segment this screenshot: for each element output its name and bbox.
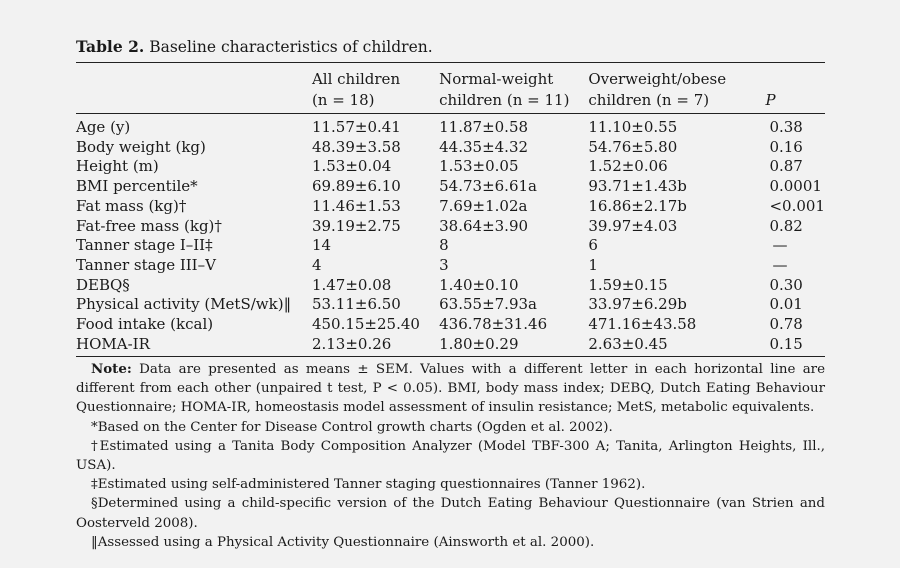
cell-p-value: 0.16 xyxy=(769,137,803,156)
cell-overweight: 2.63±0.45 xyxy=(588,334,668,353)
cell-overweight: 1 xyxy=(588,255,598,274)
row-label: Food intake (kcal) xyxy=(76,315,214,334)
header-normal-line2: children (n = 11) xyxy=(439,91,570,109)
table-row xyxy=(76,335,825,355)
table-row xyxy=(76,217,825,237)
cell-all-children: 11.46±1.53 xyxy=(311,196,401,215)
table-row xyxy=(76,315,825,335)
cell-overweight: 6 xyxy=(588,236,598,255)
cell-normal-weight: 11.87±0.58 xyxy=(439,118,529,136)
row-label: DEBQ§ xyxy=(76,275,130,294)
baseline-table xyxy=(76,67,825,354)
table-body xyxy=(76,118,825,354)
cell-p-value: 0.15 xyxy=(769,334,803,353)
cell-p-value: 0.87 xyxy=(769,157,803,176)
row-label: Tanner stage I–II‡ xyxy=(76,236,213,255)
table-row xyxy=(76,276,825,296)
cell-overweight: 471.16±43.58 xyxy=(588,315,697,334)
caption-label: Table 2. xyxy=(76,37,145,56)
cell-p-value: 0.78 xyxy=(769,315,803,334)
header-all-children xyxy=(312,67,439,111)
header-all-line1: All children xyxy=(311,70,401,88)
cell-normal-weight: 1.53±0.05 xyxy=(439,157,519,176)
row-label: Body weight (kg) xyxy=(76,137,206,156)
top-rule xyxy=(76,62,825,63)
cell-normal-weight: 1.80±0.29 xyxy=(439,334,519,353)
table-notes xyxy=(76,360,825,552)
cell-all-children: 53.11±6.50 xyxy=(311,295,401,314)
cell-all-children: 14 xyxy=(311,236,332,255)
footnote-dagger: †Estimated using a Tanita Body Composition Analyzer (Model TBF-300 A; Tanita, Arlington Heights, Ill., USA). xyxy=(76,438,825,474)
table-row xyxy=(76,138,825,158)
cell-all-children: 2.13±0.26 xyxy=(311,334,392,353)
cell-overweight: 11.10±0.55 xyxy=(588,118,678,136)
cell-overweight: 1.59±0.15 xyxy=(588,275,668,294)
cell-all-children: 48.39±3.58 xyxy=(311,137,401,156)
table-row xyxy=(76,157,825,177)
footnote-double-dagger: ‡Estimated using self-administered Tanner staging questionnaires (Tanner 1962). xyxy=(91,477,646,493)
table-row xyxy=(76,236,825,256)
cell-normal-weight: 1.40±0.10 xyxy=(439,275,519,294)
header-p-label: P xyxy=(765,91,776,109)
cell-all-children: 11.57±0.41 xyxy=(311,118,401,136)
cell-all-children: 1.47±0.08 xyxy=(311,275,392,294)
cell-normal-weight: 7.69±1.02a xyxy=(439,196,528,215)
cell-p-value: 0.30 xyxy=(769,275,803,294)
footnote-section: §Determined using a child-specific version of the Dutch Eating Behaviour Questionnaire (van Strien and Oosterveld 2008). xyxy=(76,496,825,531)
note-text: Data are presented as means ± SEM. Values with a different letter in each horizontal line are different from each other (unpaired t test, P < 0.05). BMI, body mass index; DEBQ, Dutch Eating Behaviour Questionnaire; HOMA-IR, homeostasis model assessment of insulin resistance; MetS, metabolic equivalents. xyxy=(76,362,826,416)
cell-normal-weight: 38.64±3.90 xyxy=(439,216,529,235)
header-normal-weight xyxy=(439,67,588,111)
cell-normal-weight: 8 xyxy=(439,236,449,255)
cell-p-value: <0.001 xyxy=(769,196,825,215)
header-over-line1: Overweight/obese xyxy=(588,70,727,88)
table-row xyxy=(76,118,825,138)
footnote-parallel: ‖Assessed using a Physical Activity Questionnaire (Ainsworth et al. 2000). xyxy=(91,534,595,550)
cell-all-children: 4 xyxy=(311,255,322,274)
table-caption xyxy=(76,37,433,56)
note-paragraph xyxy=(76,360,825,418)
row-label: Height (m) xyxy=(76,157,159,176)
cell-normal-weight: 63.55±7.93a xyxy=(439,295,537,314)
cell-normal-weight: 54.73±6.61a xyxy=(439,177,537,196)
cell-p-value: 0.82 xyxy=(769,216,803,235)
cell-p-value: 0.0001 xyxy=(769,177,822,196)
table-row xyxy=(76,197,825,217)
header-p xyxy=(759,67,825,111)
row-label: HOMA-IR xyxy=(76,334,150,353)
cell-overweight: 33.97±6.29b xyxy=(588,295,687,314)
cell-p-value: — xyxy=(772,255,788,274)
cell-all-children: 39.19±2.75 xyxy=(311,216,401,235)
header-over-line2: children (n = 7) xyxy=(588,91,710,109)
cell-all-children: 69.89±6.10 xyxy=(311,177,401,196)
header-overweight xyxy=(588,67,759,111)
cell-p-value: 0.01 xyxy=(769,295,803,314)
header-variable xyxy=(76,67,312,111)
cell-overweight: 16.86±2.17b xyxy=(588,196,687,215)
cell-normal-weight: 3 xyxy=(439,255,449,274)
table-row xyxy=(76,177,825,197)
cell-normal-weight: 436.78±31.46 xyxy=(439,315,548,334)
header-normal-line1: Normal-weight xyxy=(439,70,554,88)
cell-all-children: 1.53±0.04 xyxy=(311,157,392,176)
row-label: Fat-free mass (kg)† xyxy=(76,216,222,235)
table-row xyxy=(76,256,825,276)
cell-p-value: — xyxy=(772,236,788,255)
table-row xyxy=(76,295,825,315)
row-label: Tanner stage III–V xyxy=(76,255,216,274)
note-label: Note: xyxy=(91,361,132,377)
cell-overweight: 54.76±5.80 xyxy=(588,137,678,156)
footnote-star: *Based on the Center for Disease Control growth charts (Ogden et al. 2002). xyxy=(91,419,613,435)
row-label: BMI percentile* xyxy=(76,177,198,196)
cell-p-value: 0.38 xyxy=(769,118,803,136)
cell-normal-weight: 44.35±4.32 xyxy=(439,137,529,156)
header-row xyxy=(76,67,825,111)
cell-all-children: 450.15±25.40 xyxy=(311,315,420,334)
cell-overweight: 93.71±1.43b xyxy=(588,177,687,196)
header-all-line2: (n = 18) xyxy=(311,91,375,109)
row-label: Physical activity (MetS/wk)‖ xyxy=(76,295,292,314)
caption-title: Baseline characteristics of children. xyxy=(149,38,433,56)
cell-overweight: 1.52±0.06 xyxy=(588,157,668,176)
bottom-rule xyxy=(76,356,825,357)
cell-overweight: 39.97±4.03 xyxy=(588,216,678,235)
row-label: Age (y) xyxy=(76,118,131,136)
row-label: Fat mass (kg)† xyxy=(76,196,187,215)
